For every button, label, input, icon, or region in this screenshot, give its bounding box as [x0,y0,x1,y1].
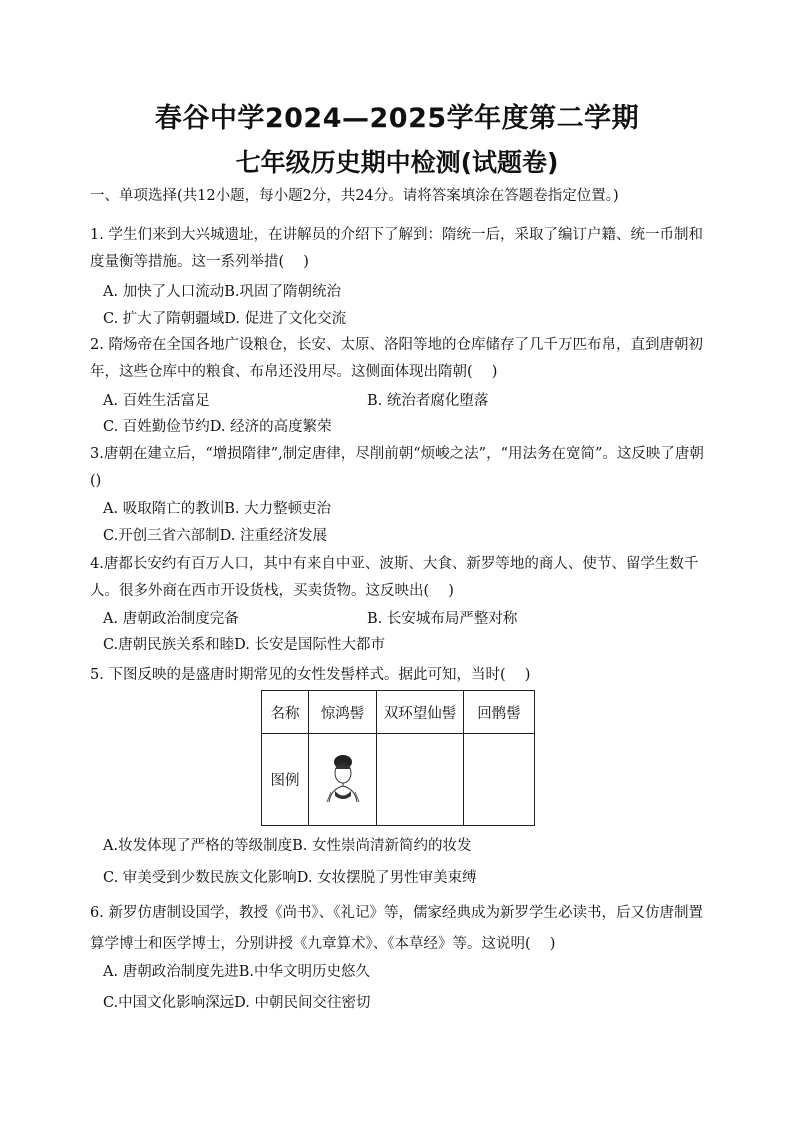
table-header-cell: 惊鸿髻 [309,691,377,734]
table-header-cell: 回鹘髻 [464,691,535,734]
page-title: 春谷中学2024—2025学年度第二学期 [154,103,640,134]
question-4-stem: 4.唐都长安约有百万人口，其中有来自中亚、波斯、大食、新罗等地的商人、使节、留学生数千人。很多外商在西市开设货栈，买卖货物。这反映出( ) [90,556,699,599]
question-2-option-b: B. 统治者腐化堕落 [367,393,489,409]
question-5-options-row-2: C. 审美受到少数民族文化影响D. 女妆摆脱了男性审美束缚 [103,870,477,886]
question-1-options-row-2: C. 扩大了隋朝疆域D. 促进了文化交流 [103,311,347,327]
table-header-cell: 双环望仙髻 [377,691,464,734]
question-5-stem: 5. 下图反映的是盛唐时期常见的女性发髻样式。据此可知，当时( ) [90,667,531,683]
question-4-option-b: B. 长安城布局严整对称 [367,611,518,627]
question-2-option-a: A. 百姓生活富足 [103,393,210,409]
table-cell-empty [464,734,535,826]
question-2-options-row-2: C. 百姓勤俭节约D. 经济的高度繁荣 [103,419,332,435]
question-2-stem: 2. 隋炀帝在全国各地广设粮仓，长安、太原、洛阳等地的仓库储存了几千万匹布帛，直到唐朝初年，这些仓库中的粮食、布帛还没用尽。这侧面体现出隋朝( ) [90,337,703,380]
hairstyle-table [261,690,535,826]
table-cell-image [309,734,377,826]
question-5-options-row-1: A.妆发体现了严格的等级制度B. 女性崇尚清新简约的妆发 [103,838,472,854]
table-cell-empty [377,734,464,826]
question-1-stem: 1. 学生们来到大兴城遗址，在讲解员的介绍下了解到：隋统一后，采取了编订户籍、统一币制和度量衡等措施。这一系列举措( ) [90,227,703,270]
question-3-stem: 3.唐朝在建立后，“增损隋律”,制定唐律，尽削前朝“烦峻之法”，“用法务在宽简”。这反映了唐朝() [90,446,704,489]
question-4-options-row-2: C.唐朝民族关系和睦D. 长安是国际性大都市 [103,637,386,653]
table-header-row [262,691,535,734]
table-row [262,734,535,826]
question-3-options-row-2: C.开创三省六部制D. 注重经济发展 [103,528,328,544]
table-row-label: 图例 [262,734,309,826]
section-heading: 一、单项选择(共12小题，每小题2分，共24分。请将答案填涂在答题卷指定位置。) [90,188,619,204]
question-6-options-row-1: A. 唐朝政治制度先进B.中华文明历史悠久 [103,964,370,980]
table-header-cell: 名称 [262,691,309,734]
hairstyle-illustration-icon [323,752,363,804]
question-6-options-row-2: C.中国文化影响深远D. 中朝民间交往密切 [103,995,371,1011]
question-3-options-row-1: A. 吸取隋亡的教训B. 大力整顿吏治 [103,501,332,517]
page-subtitle: 七年级历史期中检测(试题卷) [235,148,559,177]
question-6-stem: 6. 新罗仿唐制设国学，教授《尚书》、《礼记》等，儒家经典成为新罗学生必读书，后又仿唐制置算学博士和医学博士，分别讲授《九章算术》、《本草经》等。这说明( ) [90,905,703,952]
question-1-options-row-1: A. 加快了人口流动B.巩固了隋朝统治 [103,284,341,300]
question-4-option-a: A. 唐朝政治制度完备 [103,611,239,627]
